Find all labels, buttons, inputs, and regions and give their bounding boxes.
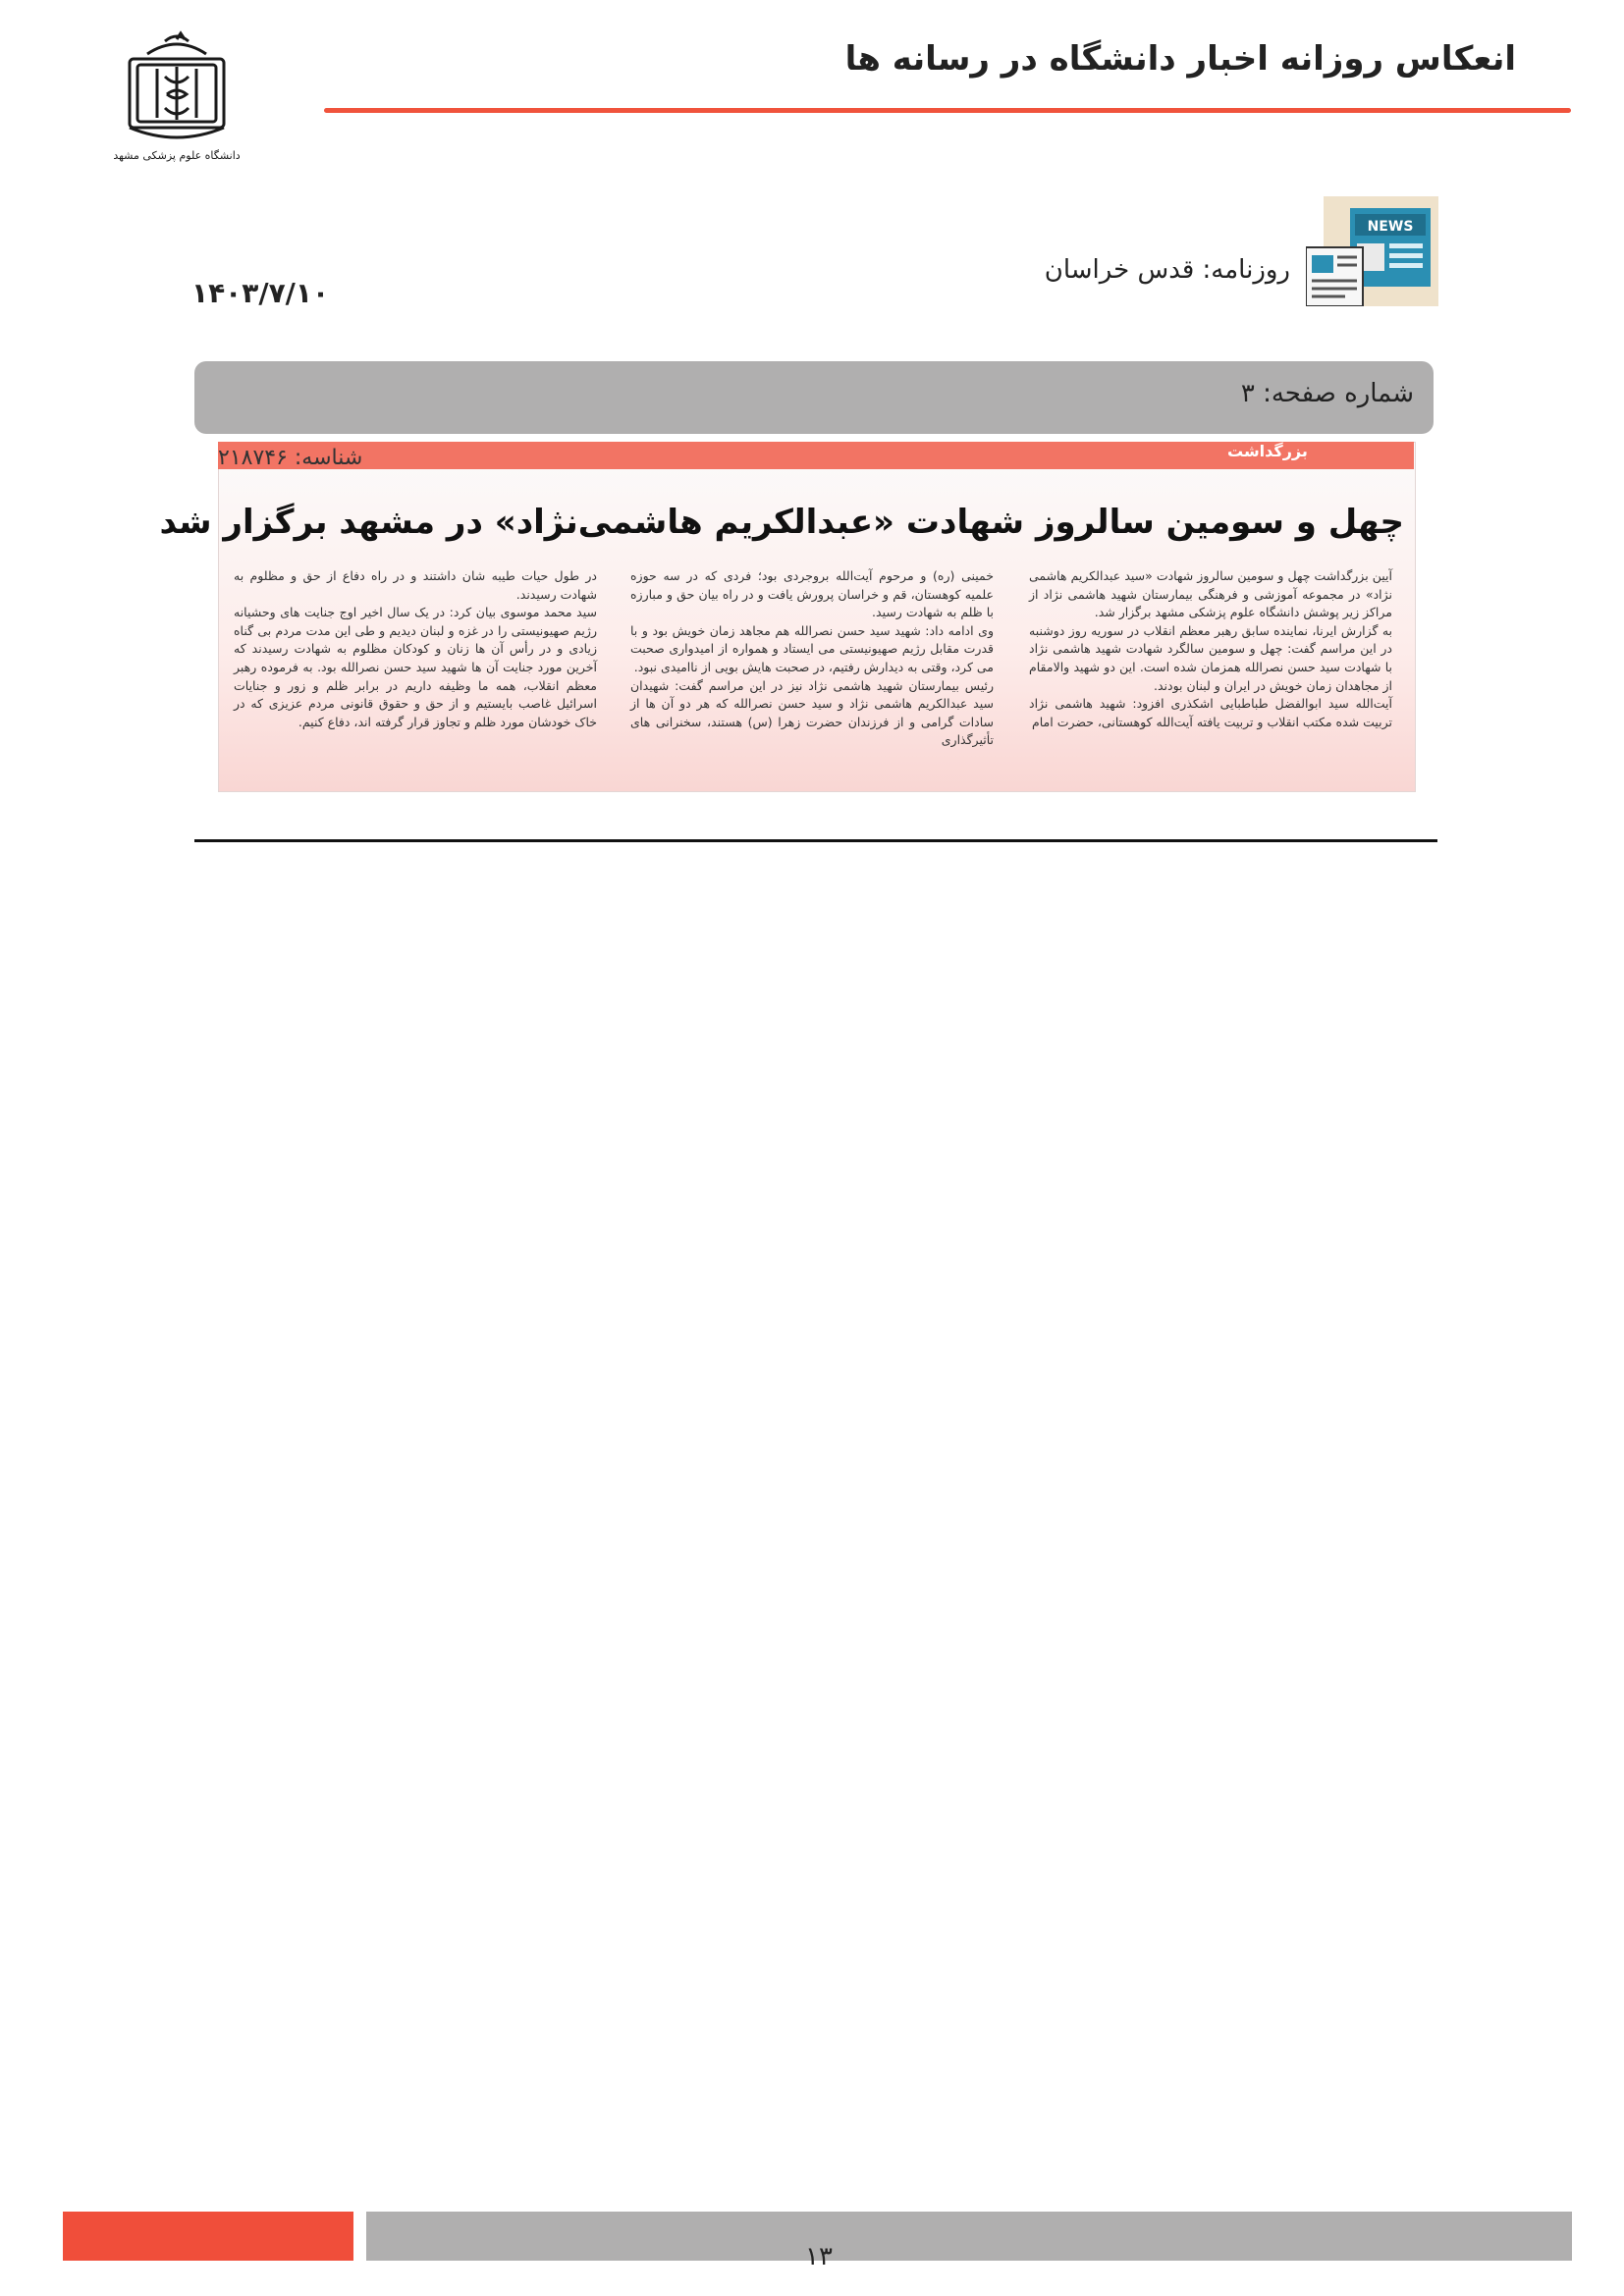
- news-icon-label: NEWS: [1367, 219, 1414, 235]
- article-paragraph: وی ادامه داد: شهید سید حسن نصرالله هم مجاهد زمان خویش بود و با قدرت مقابل رژیم صهیونیستی می ایستاد و همواره از امیدواری صحبت می کرد، وقتی به دیدارش رفتیم، در صحبت هایش بویی از ناامیدی نبود.: [630, 622, 994, 674]
- article-paragraph: سید محمد موسوی بیان کرد: در یک سال اخیر اوج جنایت های وحشیانه رژیم صهیونیستی را در غزه و لبنان دیدیم و طی این مدت مردم بی گناه زیادی و در رأس آن ها زنان و کودکان مظلوم به شهادت رسیدند که آخرین مورد جنایت آن ها شهید سید حسن نصرالله بود. به فرموده رهبر معظم انقلاب، همه ما وظیفه داریم در برابر ظلم و زور و جنایات اسرائیل غاصب بایستیم و از حق و حقوق قانونی مردم عزیزی که در خاک خودشان مورد ظلم و تجاوز قرار گرفته اند، دفاع کنیم.: [234, 605, 597, 729]
- article-column-2: [630, 567, 994, 750]
- article-paragraph: در طول حیات طیبه شان داشتند و در راه دفاع از حق و مظلوم به شهادت رسیدند.: [234, 568, 597, 602]
- article-paragraph: رئیس بیمارستان شهید هاشمی نژاد نیز در این مراسم گفت: شهیدان سید عبدالکریم هاشمی نژاد و سید حسن نصرالله که هر دو آن ها از سادات گرامی و از فرزندان حضرت زهرا (س) هستند، سخنرانی های تأثیرگذاری: [630, 677, 994, 748]
- publish-date: ۱۴۰۳/۷/۱۰: [191, 277, 330, 309]
- article-column-3: [234, 567, 597, 731]
- section-divider: [194, 839, 1437, 842]
- article-paragraph: آیین بزرگداشت چهل و سومین سالروز شهادت «سید عبدالکریم هاشمی نژاد» در مجموعه آموزشی و فرهنگی بیمارستان شهید هاشمی نژاد از مراکز زیر پوشش دانشگاه علوم پزشکی مشهد برگزار شد.: [1029, 568, 1392, 620]
- footer-page-number: ۱۳: [805, 2242, 833, 2271]
- university-logo: [108, 29, 245, 167]
- article-column-1: [1029, 567, 1392, 731]
- footer-bar: [366, 2212, 1572, 2261]
- page-number-label: شماره صفحه: ۳: [1240, 379, 1414, 408]
- university-logo-icon: [108, 29, 245, 167]
- header-divider: [324, 108, 1571, 113]
- newspaper-icon: [1306, 196, 1438, 306]
- article-paragraph: به گزارش ایرنا، نماینده سابق رهبر معظم انقلاب در سوریه روز دوشنبه در این مراسم گفت: چهل و سومین سالگرد شهادت شهید هاشمی نژاد با شهادت سید حسن نصرالله همزمان شده است. این دو شهید والامقام از مجاهدان زمان خویش در ایران و لبنان بودند.: [1029, 622, 1392, 693]
- article-paragraph: خمینی (ره) و مرحوم آیت‌الله بروجردی بود؛ فردی که در سه حوزه علمیه کوهستان، قم و خراسان پرورش یافت و در راه بیان حق و مبارزه با ظلم به شهادت رسید.: [630, 568, 994, 620]
- footer-accent-block: [63, 2212, 353, 2261]
- article-paragraph: آیت‌الله سید ابوالفضل طباطبایی اشکذری افزود: شهید هاشمی نژاد تربیت شده مکتب انقلاب و تربیت یافته آیت‌الله کوهستانی، حضرت امام: [1029, 696, 1392, 729]
- clipping-headline: چهل و سومین سالروز شهادت «عبدالکریم هاشمی‌نژاد» در مشهد برگزار شد: [159, 503, 1404, 542]
- clipping-category-tag: بزرگداشت: [1227, 442, 1308, 460]
- clipping-id: شناسه: ۲۱۸۷۴۶: [218, 446, 363, 470]
- newspaper-source: روزنامه: قدس خراسان: [1044, 255, 1290, 285]
- report-title: انعکاس روزانه اخبار دانشگاه در رسانه ها: [844, 39, 1516, 79]
- logo-caption: دانشگاه علوم پزشکی مشهد: [113, 149, 241, 162]
